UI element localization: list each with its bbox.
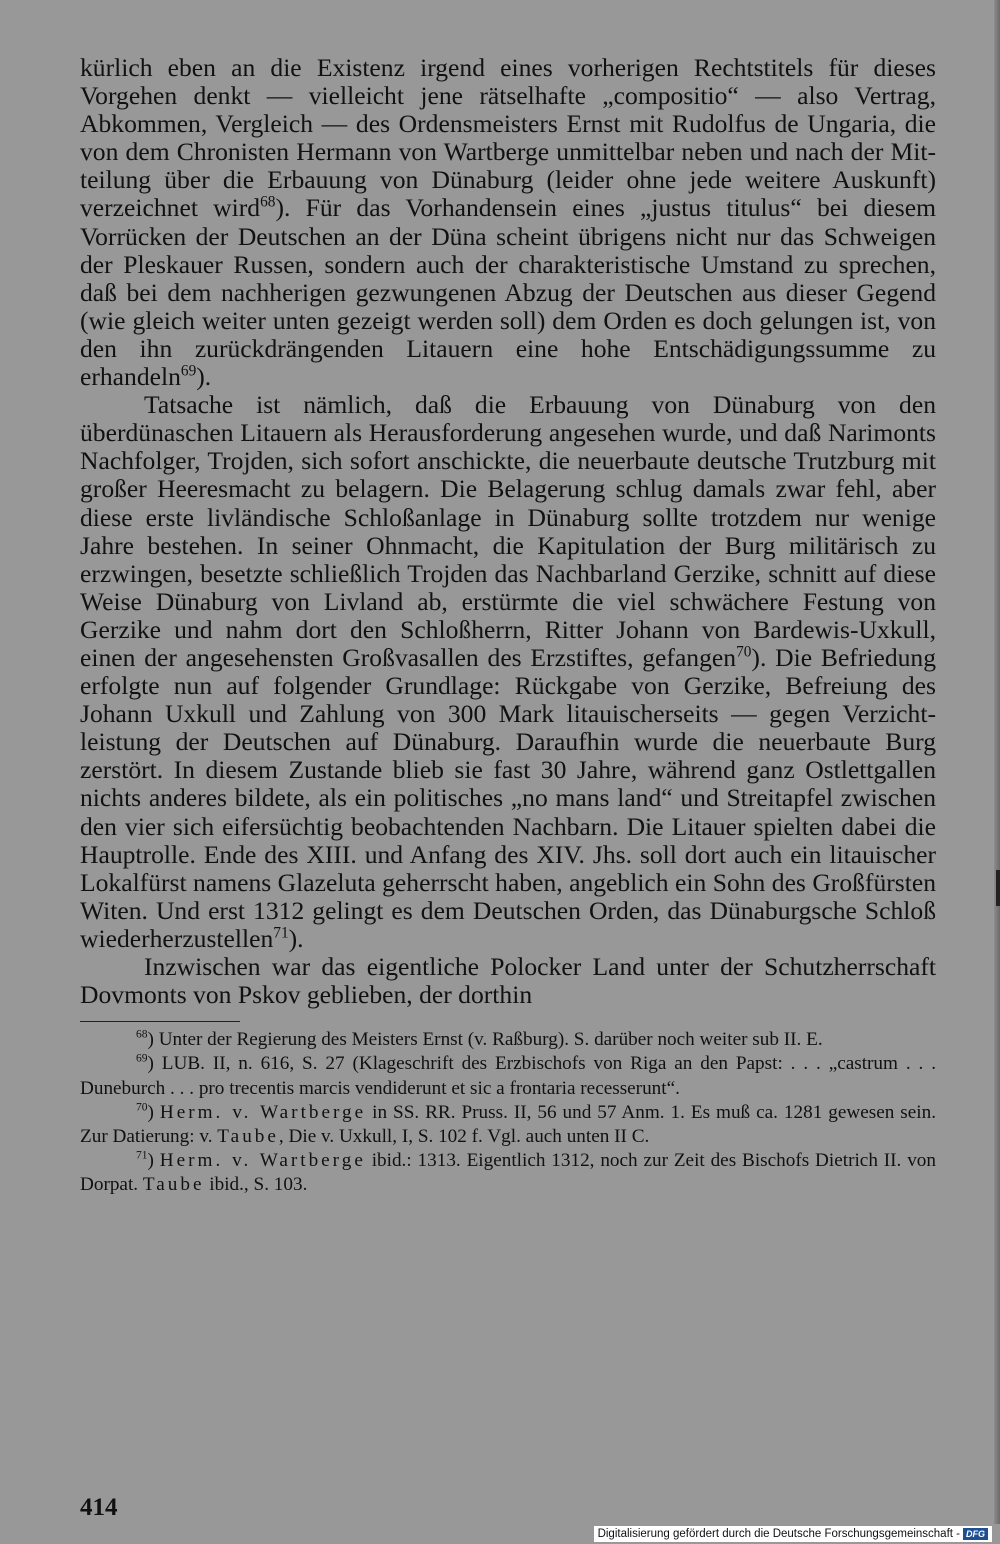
text-run: ) xyxy=(147,1101,160,1123)
paragraph xyxy=(80,391,936,953)
footnote-ref: 71 xyxy=(136,1149,148,1162)
paragraph xyxy=(80,54,936,391)
footnotes xyxy=(80,1028,936,1197)
text-run: ) Unter der Regierung des Meisters Ernst (v. Raßburg). S. darüber noch weiter sub II. E. xyxy=(147,1029,823,1051)
footnote-ref: 69 xyxy=(180,362,197,380)
footnote xyxy=(80,1028,936,1052)
document-page xyxy=(80,54,936,1198)
footnote xyxy=(80,1101,936,1149)
footer-credit xyxy=(594,1526,992,1542)
spaced-author-name: Herm. v. Wartberge xyxy=(159,1101,367,1123)
text-run: kürlich eben an die Existenz irgend eines vorherigen Rechtstitels für dieses Vorgehen denkt — vielleicht jene rätselhafte „compositio“ — also Vertrag, Abkommen, Vergleich — des Ordensmeisters Ernst mit Rudolfus de Ungaria, die von dem Chronisten Hermann von Wartberge unmittelbar neben und nach der Mitteilung über die Erbauung von Dünaburg (leider ohne jede weitere Auskunft) verzeichnet wird xyxy=(80,53,936,223)
footnote xyxy=(80,1149,936,1197)
body-text xyxy=(80,54,936,1009)
footnote-ref: 70 xyxy=(136,1101,148,1114)
scan-mark xyxy=(996,870,1000,906)
text-run: ibid.: 1313. Eigentlich 1312, noch zur Zeit des Bischofs Dietrich II. von Dorpat. xyxy=(80,1150,936,1196)
footer-credit-text: Digitalisierung gefördert durch die Deutsche Forschungsgemeinschaft - xyxy=(597,1528,960,1540)
page-number: 414 xyxy=(80,1494,118,1521)
text-run: ). xyxy=(196,362,212,392)
spaced-author-name: Taube xyxy=(142,1174,205,1196)
footnote-ref: 68 xyxy=(260,193,276,211)
footer-bar xyxy=(0,1524,1000,1544)
text-run: , Die v. Uxkull, I, S. 102 f. Vgl. auch unten II C. xyxy=(278,1126,650,1147)
dfg-logo-icon: DFG xyxy=(963,1528,988,1540)
text-run: ). Für das Vorhandensein eines „justus titulus“ bei diesem Vorrücken der Deutschen an der Düna scheint übrigens nicht nur das Schweigen der Pleskauer Russen, sondern auch der charakteristische Umstand zu sprechen, daß bei dem nachherigen gezwungenen Abzug der Deutschen aus dieser Gegend (wie gleich weiter unten gezeigt werden soll) dem Orden es doch gelungen ist, von den ihn zurückdrängenden Litauern eine hohe Entschädigungssumme zu erhandeln xyxy=(80,193,936,392)
text-run: ). Die Befriedung erfolgte nun auf folgender Grundlage: Rückgabe von Gerzike, Befreiung des Johann Uxkull und Zahlung von 300 Mark litauischerseits — gegen Verzichtleistung der Deutschen auf Dünaburg. Daraufhin wurde die neuerbaute Burg zerstört. In diesem Zustande blieb sie fast 30 Jahre, während ganz Ostlettgallen nichts anderes bildete, als ein politisches „no mans land“ und Streitapfel zwischen den vier sich eifersüchtig beobachtenden Nachbarn. Die Litauer spielten dabei die Hauptrolle. Ende des XIII. und Anfang des XIV. Jhs. soll dort auch ein litauischer Lokalfürst namens Glazeluta geherrscht haben, angeblich ein Sohn des Großfürsten Witen. Und erst 1312 gelingt es dem Deutschen Orden, das Dünaburgsche Schloß wiederherzustellen xyxy=(80,642,937,953)
spaced-author-name: Herm. v. Wartberge xyxy=(159,1150,366,1172)
text-run: ). xyxy=(288,923,304,953)
footnote-ref: 68 xyxy=(136,1028,148,1041)
text-run: in SS. RR. Pruss. II, 56 und 57 Anm. 1. Es muß ca. 1281 gewesen sein. Zur Datierung: v. xyxy=(80,1101,936,1147)
text-run: Inzwischen war das eigentliche Polocker Land unter der Schutzherrschaft Dovmonts von Pskov geblieben, der dorthin xyxy=(80,952,936,1010)
text-run: ) xyxy=(147,1150,160,1172)
footnote-ref: 70 xyxy=(736,643,752,661)
text-run: ibid., S. 103. xyxy=(204,1174,308,1196)
scan-edge xyxy=(994,0,1000,1524)
spaced-author-name: Taube xyxy=(217,1126,279,1147)
footnote-rule xyxy=(80,1021,240,1022)
text-run: ) LUB. II, n. 616, S. 27 (Klageschrift des Erzbischofs von Riga an den Papst: . . . „castrum . . . Duneburch . . . pro trecentis marcis vendiderunt et sic a frontaria recesserunt“. xyxy=(80,1053,936,1099)
footnote-ref: 71 xyxy=(273,924,289,942)
footnote-ref: 69 xyxy=(136,1053,148,1065)
paragraph xyxy=(80,953,936,1009)
footnote xyxy=(80,1052,936,1100)
text-run: Tatsache ist nämlich, daß die Erbauung von Dünaburg von den überdünaschen Litauern als Herausforderung angesehen wurde, und daß Narimonts Nachfolger, Trojden, sich sofort anschickte, die neuerbaute deutsche Trutzburg mit großer Heeresmacht zu belagern. Die Belagerung schlug damals zwar fehl, aber diese erste livländische Schloßanlage in Dünaburg sollte trotzdem nur wenige Jahre bestehen. In seiner Ohnmacht, die Kapitulation der Burg militärisch zu erzwingen, besetzte schließlich Trojden das Nachbarland Gerzike, schnitt auf diese Weise Dünaburg von Livland ab, erstürmte die viel schwächere Festung von Gerzike und nahm dort den Schloßherrn, Ritter Johann von Bardewis-Uxkull, einen der angesehensten Großvasallen des Erzstiftes, gefangen xyxy=(80,390,936,672)
